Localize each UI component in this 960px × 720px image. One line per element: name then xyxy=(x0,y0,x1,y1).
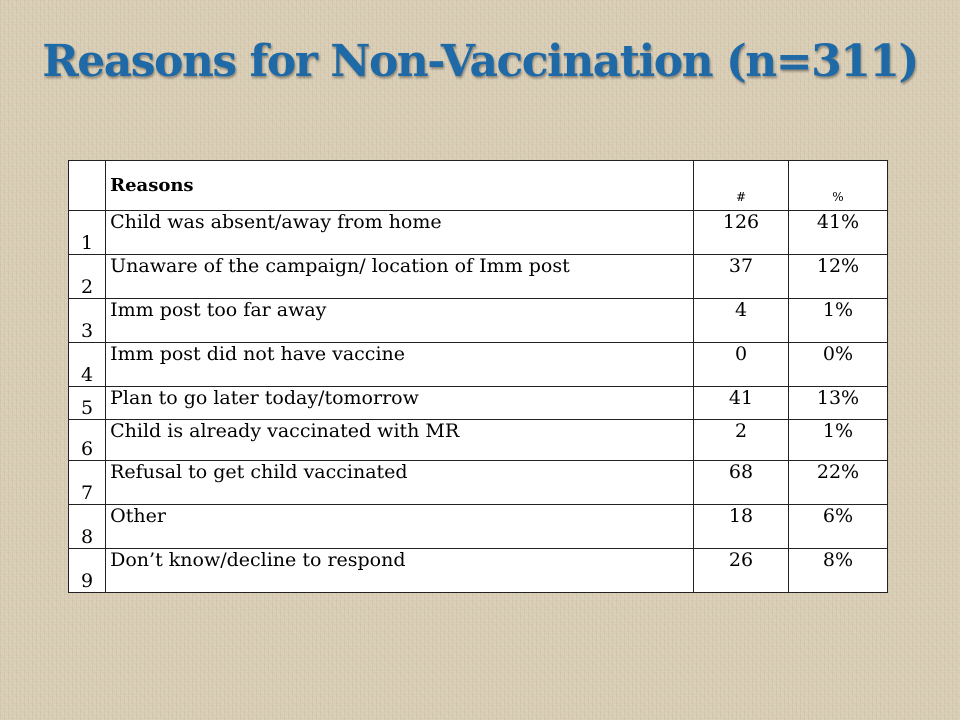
row-number: 3 xyxy=(69,299,106,343)
row-count: 2 xyxy=(694,420,789,461)
row-count: 26 xyxy=(694,549,789,593)
table-row xyxy=(69,549,888,593)
table-header-row xyxy=(69,161,888,211)
table-row xyxy=(69,505,888,549)
row-number: 5 xyxy=(69,387,106,420)
row-reason: Imm post too far away xyxy=(106,299,694,343)
row-percent: 13% xyxy=(788,387,887,420)
row-count: 41 xyxy=(694,387,789,420)
row-percent: 41% xyxy=(788,211,887,255)
row-percent: 1% xyxy=(788,299,887,343)
row-reason: Other xyxy=(106,505,694,549)
row-reason: Don’t know/decline to respond xyxy=(106,549,694,593)
row-number: 1 xyxy=(69,211,106,255)
row-percent: 0% xyxy=(788,343,887,387)
row-percent: 12% xyxy=(788,255,887,299)
header-number xyxy=(69,161,106,211)
row-percent: 8% xyxy=(788,549,887,593)
row-reason: Child is already vaccinated with MR xyxy=(106,420,694,461)
row-count: 68 xyxy=(694,461,789,505)
row-percent: 22% xyxy=(788,461,887,505)
row-reason: Plan to go later today/tomorrow xyxy=(106,387,694,420)
table-row xyxy=(69,343,888,387)
row-number: 2 xyxy=(69,255,106,299)
table-row xyxy=(69,211,888,255)
header-count: # xyxy=(694,161,789,211)
table-row xyxy=(69,420,888,461)
row-reason: Imm post did not have vaccine xyxy=(106,343,694,387)
row-number: 8 xyxy=(69,505,106,549)
row-number: 6 xyxy=(69,420,106,461)
table-row xyxy=(69,299,888,343)
row-reason: Child was absent/away from home xyxy=(106,211,694,255)
table-row xyxy=(69,255,888,299)
header-percent: % xyxy=(788,161,887,211)
table-row xyxy=(69,387,888,420)
row-number: 9 xyxy=(69,549,106,593)
slide-title: Reasons for Non-Vaccination (n=311) xyxy=(42,36,918,87)
row-reason: Refusal to get child vaccinated xyxy=(106,461,694,505)
row-count: 37 xyxy=(694,255,789,299)
row-number: 4 xyxy=(69,343,106,387)
table-row xyxy=(69,461,888,505)
row-count: 4 xyxy=(694,299,789,343)
row-percent: 1% xyxy=(788,420,887,461)
row-count: 126 xyxy=(694,211,789,255)
row-percent: 6% xyxy=(788,505,887,549)
row-count: 18 xyxy=(694,505,789,549)
row-number: 7 xyxy=(69,461,106,505)
row-reason: Unaware of the campaign/ location of Imm post xyxy=(106,255,694,299)
reasons-table xyxy=(68,160,888,593)
row-count: 0 xyxy=(694,343,789,387)
header-reasons: Reasons xyxy=(106,161,694,211)
